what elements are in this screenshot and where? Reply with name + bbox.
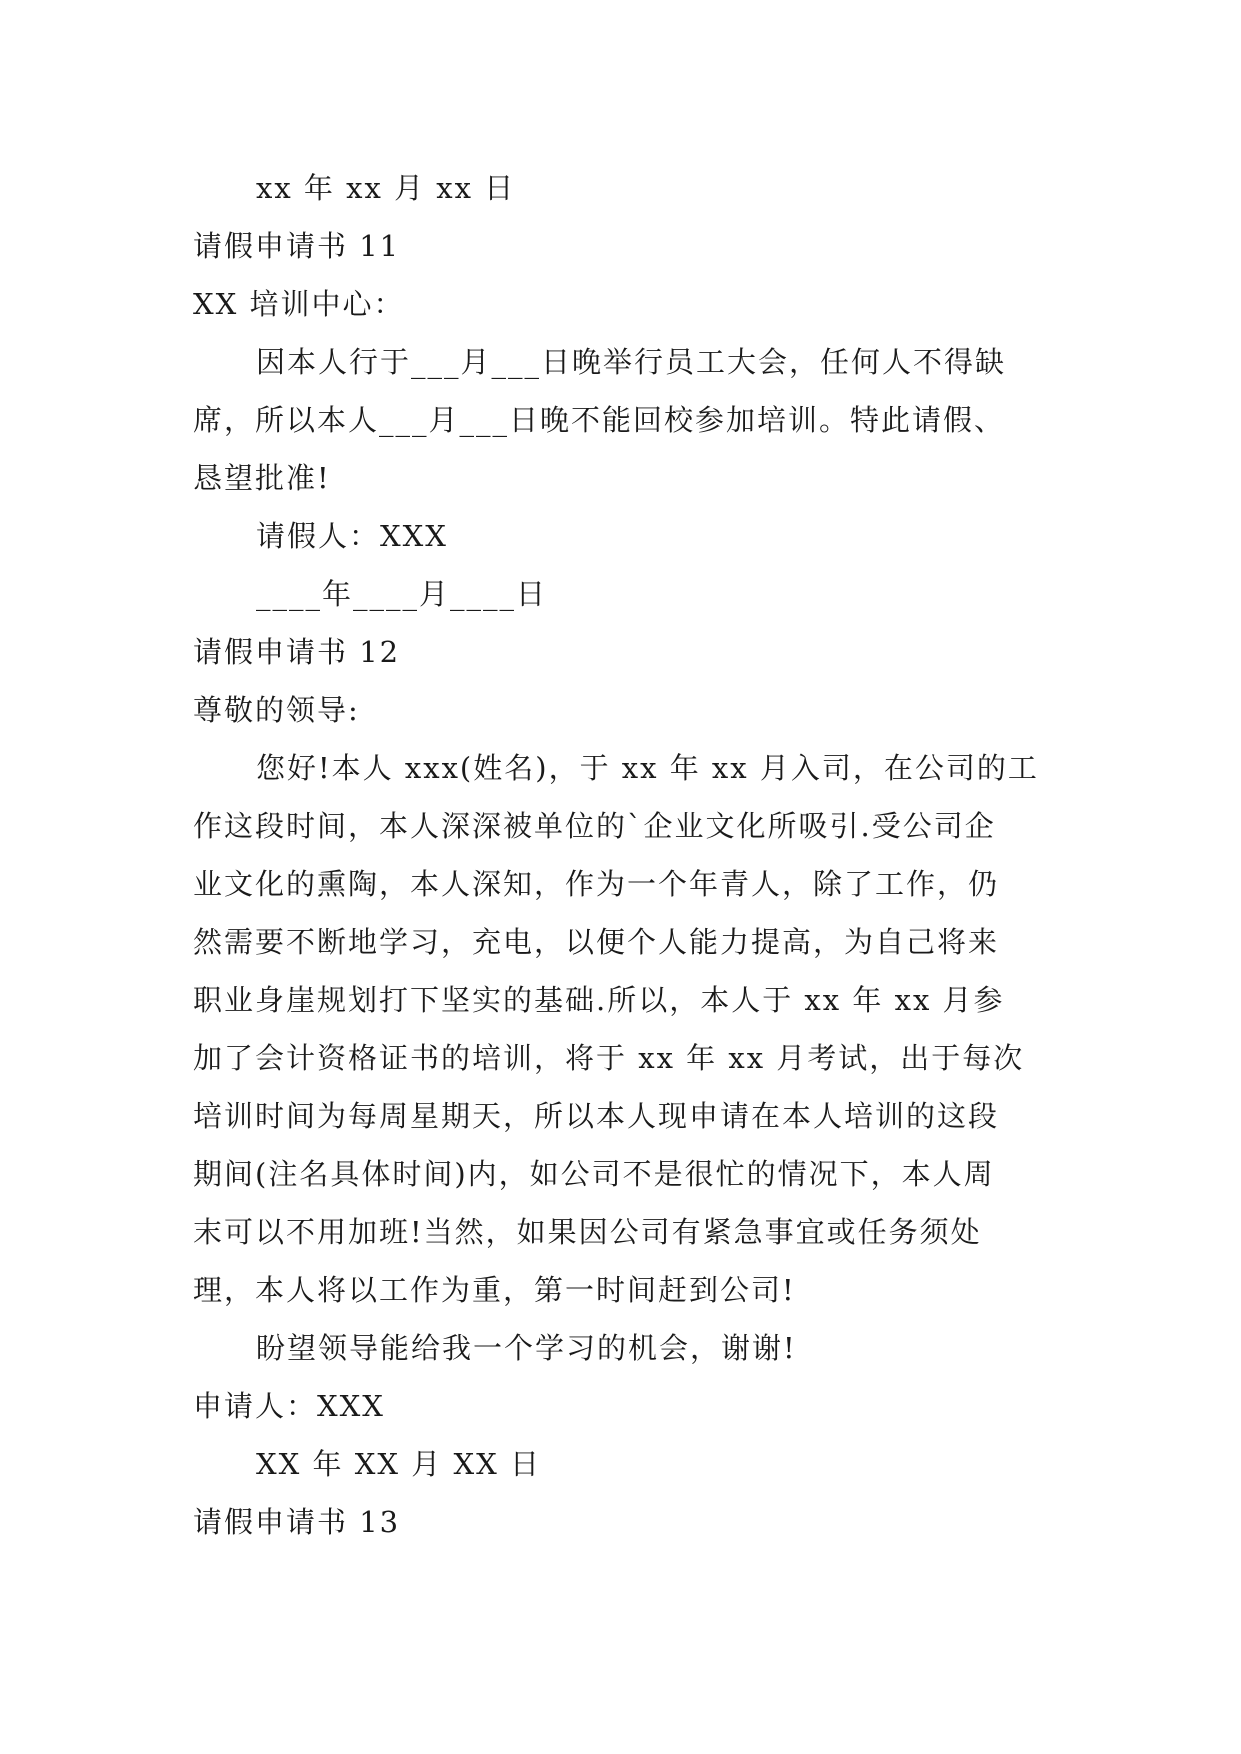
closing-line: 盼望领导能给我一个学习的机会，谢谢! — [256, 1331, 797, 1365]
date-line: XX 年 XX 月 XX 日 — [256, 1447, 541, 1481]
body-line: 理，本人将以工作为重，第一时间赶到公司! — [193, 1273, 796, 1307]
body-line: 恳望批准! — [193, 461, 331, 495]
body-line: 作这段时间，本人深深被单位的`企业文化所吸引.受公司企 — [193, 809, 996, 843]
recipient-line: XX 培训中心： — [193, 287, 405, 321]
body-line: 培训时间为每周星期天，所以本人现申请在本人培训的这段 — [193, 1099, 1000, 1133]
date-line: ____年____月____日 — [256, 577, 548, 611]
date-line: xx 年 xx 月 xx 日 — [256, 171, 516, 205]
body-line: 然需要不断地学习，充电，以便个人能力提高，为自己将来 — [193, 925, 1000, 959]
signature-line: 申请人：XXX — [193, 1389, 385, 1423]
recipient-line: 尊敬的领导: — [193, 693, 360, 727]
body-line: 您好!本人 xxx(姓名)，于 xx 年 xx 月入司，在公司的工 — [256, 751, 1039, 785]
signature-line: 请假人：XXX — [256, 519, 448, 553]
body-line: 期间(注名具体时间)内，如公司不是很忙的情况下，本人周 — [193, 1157, 995, 1191]
section-heading-11: 请假申请书 11 — [193, 229, 401, 263]
body-line: 席，所以本人___月___日晚不能回校参加培训。特此请假、 — [193, 403, 1006, 437]
body-line: 业文化的熏陶，本人深知，作为一个年青人，除了工作，仍 — [193, 867, 1000, 901]
section-heading-12: 请假申请书 12 — [193, 635, 401, 669]
body-line: 因本人行于___月___日晚举行员工大会，任何人不得缺 — [256, 345, 1007, 379]
section-heading-13: 请假申请书 13 — [193, 1505, 401, 1539]
body-line: 末可以不用加班!当然，如果因公司有紧急事宜或任务须处 — [193, 1215, 982, 1249]
body-line: 加了会计资格证书的培训，将于 xx 年 xx 月考试，出于每次 — [193, 1041, 1025, 1075]
body-line: 职业身崖规划打下坚实的基础.所以，本人于 xx 年 xx 月参 — [193, 983, 1005, 1017]
